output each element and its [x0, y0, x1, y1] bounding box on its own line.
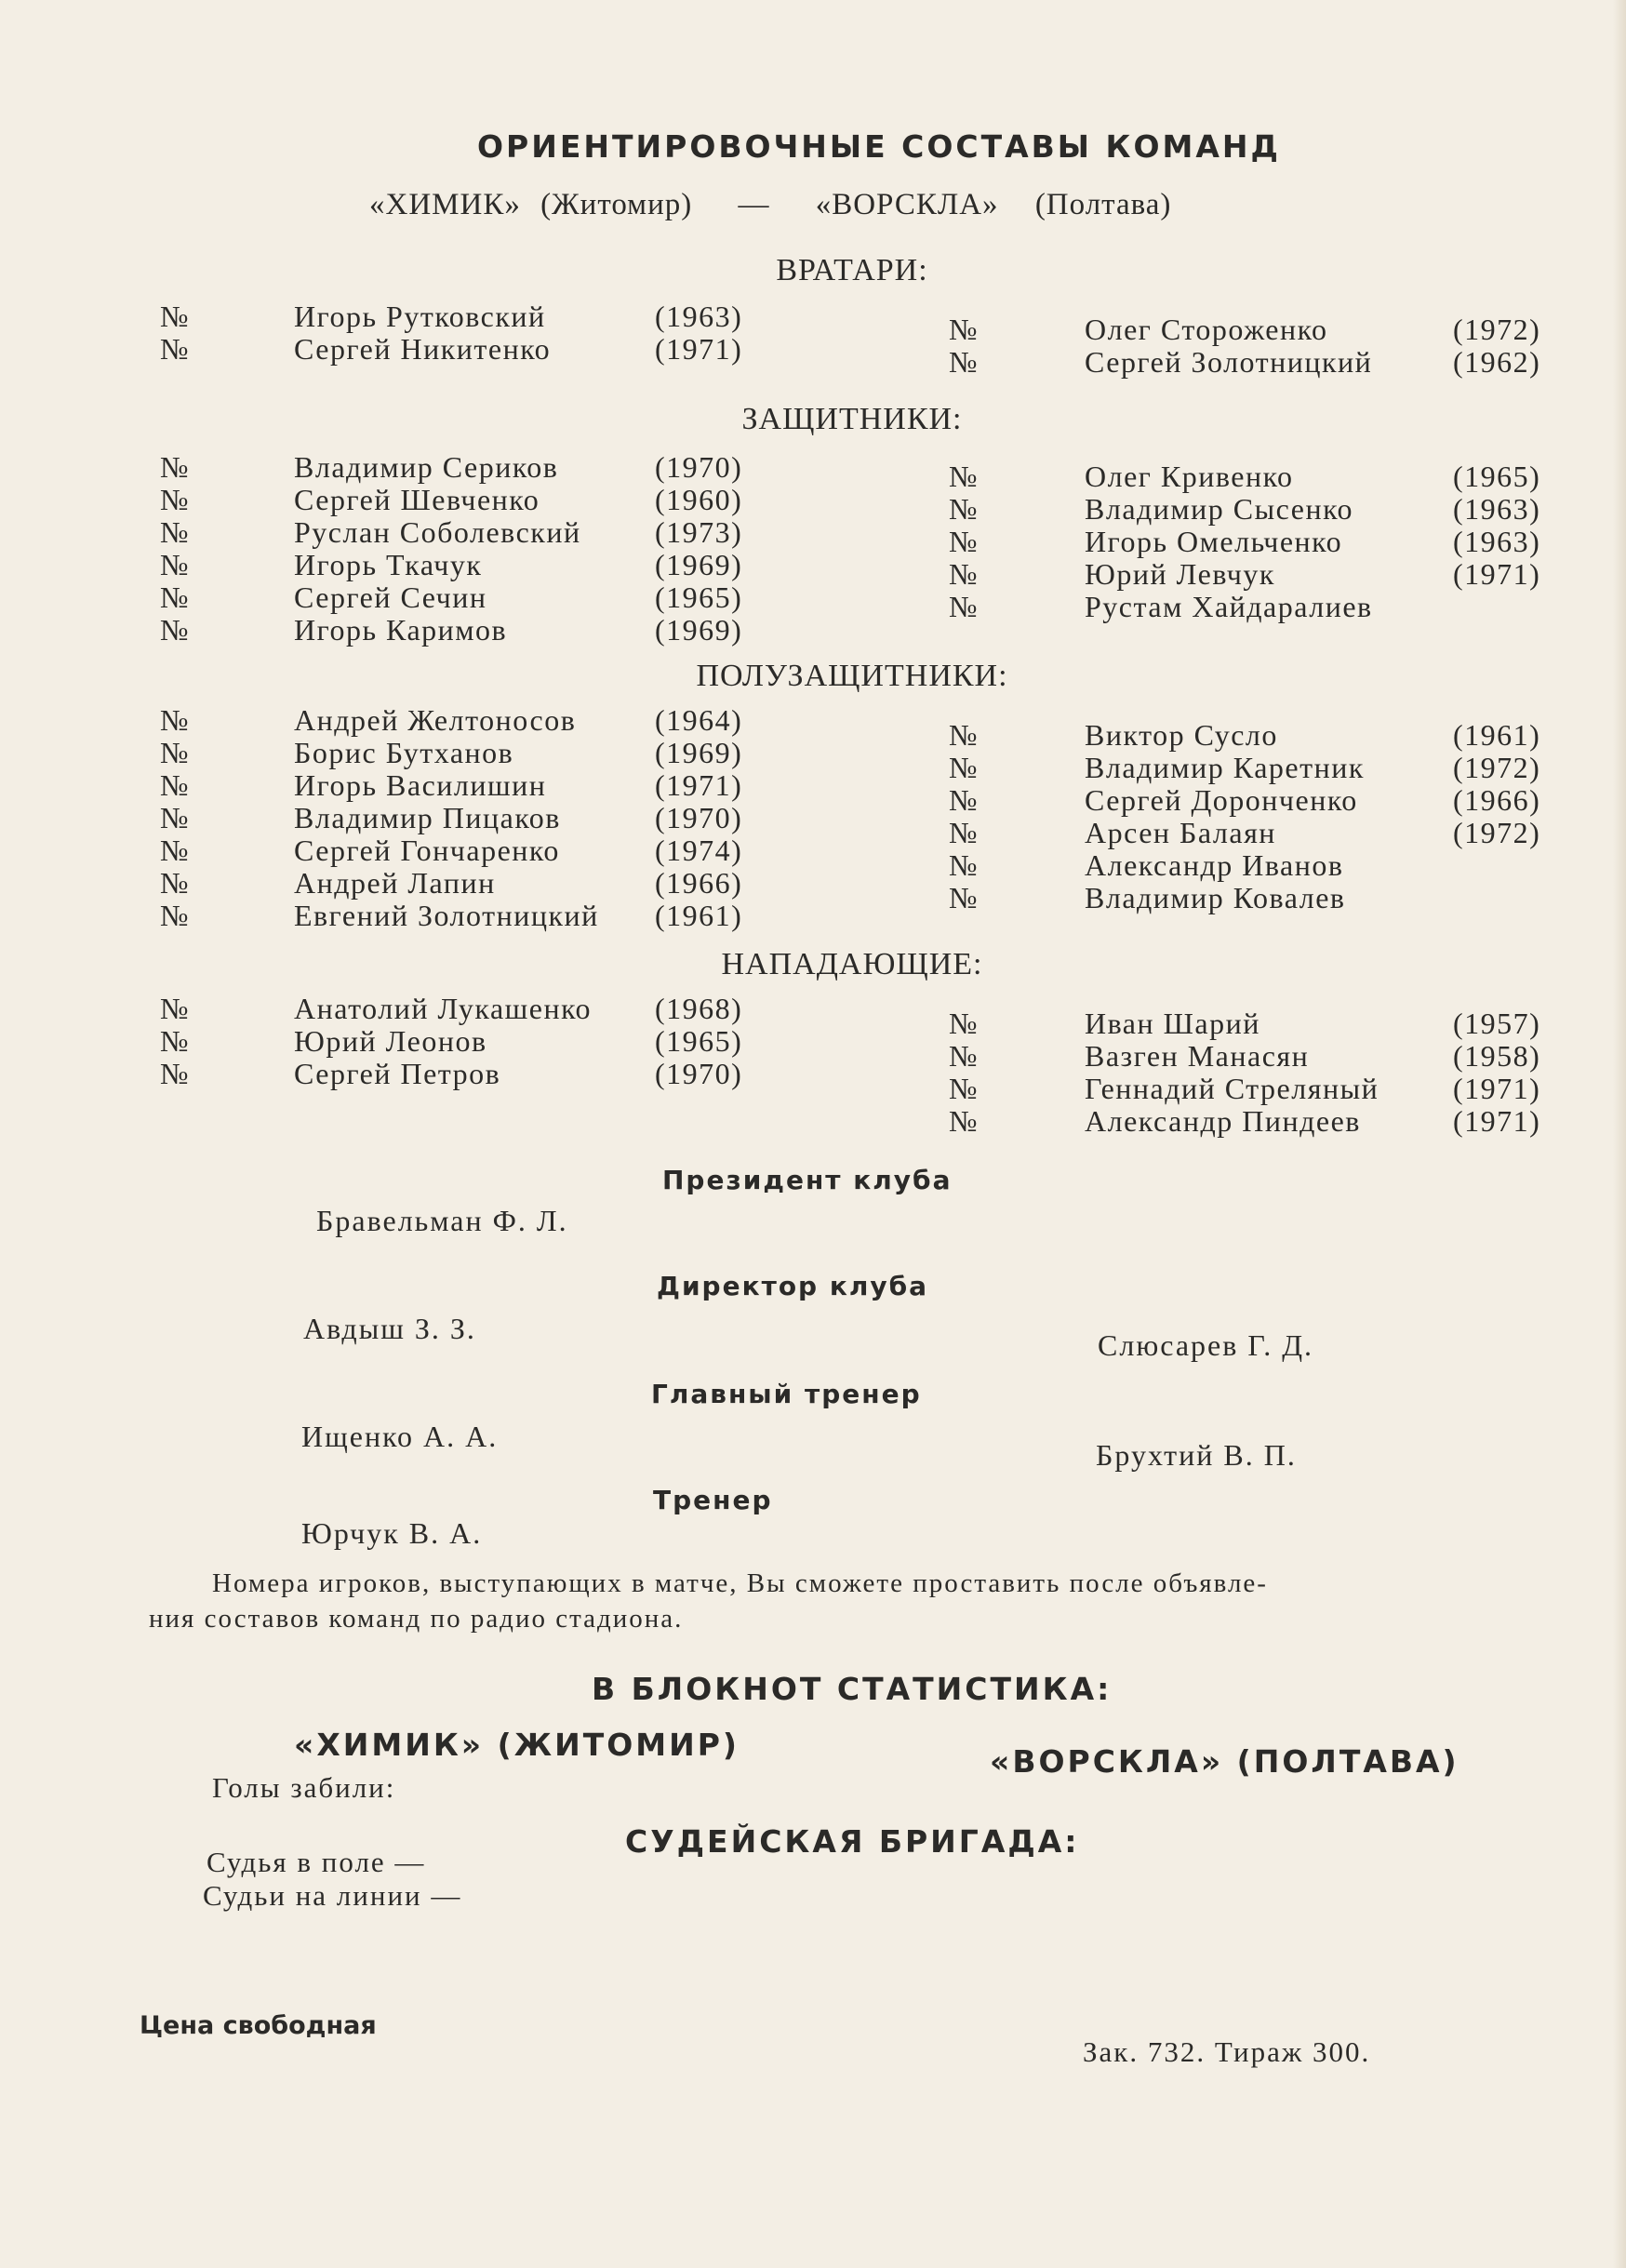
player-name: Владимир Сысенко	[1085, 492, 1353, 526]
player-birth-year: (1971)	[655, 332, 743, 366]
player-name: Александр Иванов	[1085, 848, 1344, 882]
player-birth-year: (1972)	[1453, 816, 1541, 849]
director-name-left: Авдыш З. З.	[303, 1312, 476, 1345]
goals-label: Голы забили:	[212, 1771, 396, 1804]
player-name: Владимир Пицаков	[294, 801, 561, 834]
player-birth-year: (1972)	[1453, 751, 1541, 784]
player-row	[949, 1104, 1544, 1137]
player-number: №	[949, 345, 980, 379]
head-coach-name-right: Брухтий В. П.	[1096, 1438, 1297, 1472]
player-name: Владимир Каретник	[1085, 751, 1365, 784]
player-number: №	[160, 515, 191, 549]
page-edge-shadow	[1613, 0, 1626, 2268]
player-number: №	[160, 1057, 191, 1090]
player-number: №	[949, 816, 980, 849]
player-row	[949, 313, 1544, 345]
stats-team2: «ВОРСКЛА» (ПОЛТАВА)	[990, 1743, 1459, 1780]
player-birth-year: (1958)	[1453, 1039, 1541, 1073]
player-number: №	[949, 492, 980, 526]
player-name: Игорь Каримов	[294, 613, 508, 647]
player-birth-year: (1970)	[655, 1057, 743, 1090]
player-row	[949, 751, 1544, 783]
player-number: №	[949, 718, 980, 752]
player-name: Сергей Гончаренко	[294, 834, 560, 867]
player-row	[949, 557, 1544, 590]
player-number: №	[160, 992, 191, 1025]
price-label: Цена свободная	[140, 2011, 377, 2040]
player-number: №	[160, 450, 191, 484]
player-name: Олег Стороженко	[1085, 313, 1328, 346]
player-row	[160, 515, 755, 548]
player-name: Сергей Сечин	[294, 580, 487, 614]
player-name: Владимир Ковалев	[1085, 881, 1346, 914]
player-row	[160, 801, 755, 834]
teams-dash: —	[738, 188, 770, 221]
player-number: №	[160, 580, 191, 614]
section-heading-defenders: ЗАЩИТНИКИ:	[741, 402, 963, 436]
player-number: №	[160, 332, 191, 366]
referees-title: СУДЕЙСКАЯ БРИГАДА:	[625, 1823, 1080, 1860]
player-birth-year: (1965)	[655, 580, 743, 614]
player-birth-year: (1968)	[655, 992, 743, 1025]
player-birth-year: (1970)	[655, 450, 743, 484]
team1-city: (Житомир)	[540, 188, 693, 221]
stats-team1: «ХИМИК» (ЖИТОМИР)	[294, 1727, 740, 1763]
referee-lines: Судьи на линии —	[203, 1879, 462, 1912]
page-title: ОРИЕНТИРОВОЧНЫЕ СОСТАВЫ КОМАНД	[477, 128, 1281, 165]
player-name: Сергей Петров	[294, 1057, 501, 1090]
player-row	[949, 1007, 1544, 1039]
player-birth-year: (1969)	[655, 548, 743, 581]
player-birth-year: (1971)	[1453, 1072, 1541, 1105]
player-birth-year: (1963)	[1453, 492, 1541, 526]
player-birth-year: (1966)	[655, 866, 743, 900]
head-coach-title: Главный тренер	[651, 1379, 922, 1409]
player-name: Анатолий Лукашенко	[294, 992, 593, 1025]
player-birth-year: (1973)	[655, 515, 743, 549]
player-row	[160, 483, 755, 515]
player-birth-year: (1963)	[655, 300, 743, 333]
player-name: Владимир Сериков	[294, 450, 559, 484]
player-number: №	[949, 313, 980, 346]
player-row	[160, 992, 755, 1024]
player-row	[160, 703, 755, 736]
player-number: №	[949, 590, 980, 623]
player-number: №	[949, 525, 980, 558]
player-name: Юрий Левчук	[1085, 557, 1275, 591]
player-birth-year: (1961)	[1453, 718, 1541, 752]
player-number: №	[160, 801, 191, 834]
player-number: №	[160, 483, 191, 516]
player-name: Руслан Соболевский	[294, 515, 581, 549]
team2-city: (Полтава)	[1034, 188, 1172, 221]
player-row	[160, 300, 755, 332]
player-row	[160, 580, 755, 613]
player-row	[949, 345, 1544, 378]
player-row	[160, 1024, 755, 1057]
player-row	[949, 590, 1544, 622]
numbers-note-line2: ния составов команд по радио стадиона.	[149, 1604, 684, 1634]
player-row	[949, 881, 1544, 914]
player-birth-year: (1969)	[655, 736, 743, 769]
player-name: Арсен Балаян	[1085, 816, 1276, 849]
player-name: Игорь Рутковский	[294, 300, 546, 333]
player-row	[160, 613, 755, 646]
team1-name: «ХИМИК»	[369, 188, 521, 221]
player-number: №	[160, 736, 191, 769]
player-birth-year: (1965)	[655, 1024, 743, 1058]
player-row	[160, 899, 755, 931]
player-row	[949, 783, 1544, 816]
player-row	[160, 332, 755, 365]
player-number: №	[160, 613, 191, 647]
player-name: Андрей Желтоносов	[294, 703, 577, 737]
player-number: №	[160, 1024, 191, 1058]
player-birth-year: (1971)	[1453, 1104, 1541, 1138]
player-birth-year: (1963)	[1453, 525, 1541, 558]
player-birth-year: (1960)	[655, 483, 743, 516]
player-name: Александр Пиндеев	[1085, 1104, 1361, 1138]
player-name: Вазген Манасян	[1085, 1039, 1310, 1073]
player-name: Сергей Шевченко	[294, 483, 540, 516]
player-birth-year: (1966)	[1453, 783, 1541, 817]
player-name: Иван Шарий	[1085, 1007, 1260, 1040]
match-teams-line	[369, 188, 1171, 222]
player-number: №	[949, 751, 980, 784]
player-row	[160, 450, 755, 483]
player-name: Борис Бутханов	[294, 736, 514, 769]
player-row	[949, 718, 1544, 751]
print-order: Зак. 732. Тираж 300.	[1083, 2035, 1371, 2068]
player-number: №	[160, 548, 191, 581]
player-birth-year: (1974)	[655, 834, 743, 867]
player-name: Сергей Никитенко	[294, 332, 552, 366]
director-title: Директор клуба	[657, 1271, 929, 1301]
player-number: №	[160, 300, 191, 333]
player-row	[160, 548, 755, 580]
player-row	[949, 816, 1544, 848]
stats-title: В БЛОКНОТ СТАТИСТИКА:	[592, 1671, 1113, 1707]
player-name: Игорь Василишин	[294, 768, 547, 802]
player-name: Андрей Лапин	[294, 866, 496, 900]
referee-field: Судья в поле —	[207, 1846, 426, 1878]
numbers-note-line1: Номера игроков, выступающих в матче, Вы сможете проставить после объявле-	[212, 1568, 1268, 1598]
player-birth-year: (1962)	[1453, 345, 1541, 379]
section-heading-forwards: НАПАДАЮЩИЕ:	[721, 947, 983, 981]
player-birth-year: (1965)	[1453, 460, 1541, 493]
section-heading-midfielders: ПОЛУЗАЩИТНИКИ:	[696, 659, 1008, 693]
head-coach-name-left: Ищенко А. А.	[301, 1420, 499, 1453]
player-row	[949, 460, 1544, 492]
player-row	[160, 1057, 755, 1089]
player-birth-year: (1971)	[655, 768, 743, 802]
player-row	[160, 834, 755, 866]
player-name: Игорь Омельченко	[1085, 525, 1343, 558]
team2-name: «ВОРСКЛА»	[815, 188, 999, 221]
player-row	[949, 1072, 1544, 1104]
player-birth-year: (1957)	[1453, 1007, 1541, 1040]
player-name: Олег Кривенко	[1085, 460, 1294, 493]
player-row	[949, 1039, 1544, 1072]
player-number: №	[160, 768, 191, 802]
president-title: Президент клуба	[662, 1165, 953, 1195]
player-number: №	[949, 783, 980, 817]
player-number: №	[949, 848, 980, 882]
player-number: №	[949, 1007, 980, 1040]
coach-title: Тренер	[653, 1485, 773, 1515]
player-number: №	[949, 557, 980, 591]
player-row	[160, 736, 755, 768]
player-number: №	[949, 1104, 980, 1138]
player-number: №	[160, 834, 191, 867]
player-number: №	[949, 1072, 980, 1105]
player-birth-year: (1964)	[655, 703, 743, 737]
player-name: Виктор Сусло	[1085, 718, 1278, 752]
player-number: №	[160, 703, 191, 737]
player-name: Игорь Ткачук	[294, 548, 483, 581]
player-row	[949, 848, 1544, 881]
player-name: Геннадий Стреляный	[1085, 1072, 1379, 1105]
player-name: Юрий Леонов	[294, 1024, 487, 1058]
player-birth-year: (1969)	[655, 613, 743, 647]
player-number: №	[160, 899, 191, 932]
player-name: Евгений Золотницкий	[294, 899, 599, 932]
player-row	[160, 866, 755, 899]
player-name: Сергей Доронченко	[1085, 783, 1358, 817]
player-birth-year: (1971)	[1453, 557, 1541, 591]
player-row	[160, 768, 755, 801]
director-name-right: Слюсарев Г. Д.	[1098, 1328, 1314, 1362]
player-birth-year: (1961)	[655, 899, 743, 932]
player-number: №	[949, 460, 980, 493]
player-number: №	[949, 881, 980, 914]
player-row	[949, 492, 1544, 525]
president-name: Бравельман Ф. Л.	[316, 1204, 568, 1237]
player-name: Рустам Хайдаралиев	[1085, 590, 1373, 623]
player-row	[949, 525, 1544, 557]
player-birth-year: (1970)	[655, 801, 743, 834]
section-heading-goalkeepers: ВРАТАРИ:	[776, 253, 928, 287]
coach-name: Юрчук В. А.	[301, 1516, 483, 1550]
player-number: №	[160, 866, 191, 900]
player-number: №	[949, 1039, 980, 1073]
player-birth-year: (1972)	[1453, 313, 1541, 346]
player-name: Сергей Золотницкий	[1085, 345, 1373, 379]
